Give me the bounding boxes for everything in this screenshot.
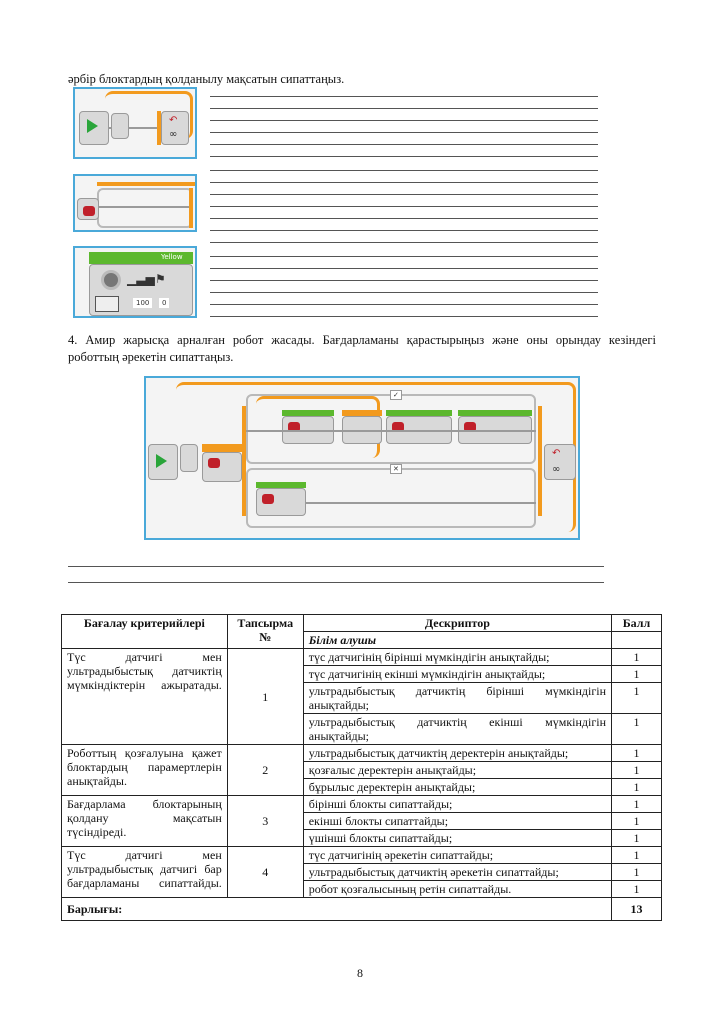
sensor-icon [101,270,121,290]
start-icon [156,454,167,468]
intro-text: әрбір блоктардың қолданылу мақсатын сипаттаңыз. [68,72,345,86]
program-screenshot-large [144,376,580,540]
descriptor-cell: түс датчигінің екінші мүмкіндігін анықтайды; [303,666,611,683]
start-icon [87,119,98,133]
loop-icon: ↶ [552,448,561,459]
score-cell: 1 [612,796,662,813]
score-cell: 1 [612,813,662,830]
task-number-cell: 4 [227,847,303,898]
sensor-value-2: 0 [159,298,169,308]
header-score: Балл [612,615,662,632]
answer-line [68,566,604,567]
criterion-cell: Роботтың қозғалуына қажет блоктардың парамертлерін анықтайды. [62,745,228,796]
loop-icon: ↶ [169,115,178,126]
infinity-icon: ∞ [169,129,178,140]
total-label: Барлығы: [62,898,612,921]
infinity-icon: ∞ [552,464,561,475]
score-cell: 1 [612,666,662,683]
score-cell: 1 [612,779,662,796]
page-number: 8 [357,966,363,980]
table-row [62,649,662,666]
descriptor-cell: бұрылыс деректерін анықтайды; [303,779,611,796]
assessment-table-body [62,615,662,921]
score-cell: 1 [612,762,662,779]
score-cell: 1 [612,847,662,864]
score-cell: 1 [612,881,662,898]
question-4: 4. Амир жарысқа арналған робот жасады. Бағдарламаны қарастырыңыз және оны орындау кезіндегі роботтың әрекетін сипаттаңыз. [68,333,656,364]
descriptor-cell: ультрадыбыстық датчиктің әрекетін сипаттайды; [303,864,611,881]
descriptor-cell: түс датчигінің бірінші мүмкіндігін анықтайды; [303,649,611,666]
table-total-row [62,898,662,921]
answer-line [68,582,604,583]
score-cell: 1 [612,714,662,745]
header-descriptor: Дескриптор [303,615,611,632]
bars-icon: ▁▃▅ [127,272,155,286]
descriptor-cell: қозғалыс деректерін анықтайды; [303,762,611,779]
table-header-row [62,615,662,632]
total-value: 13 [612,898,662,921]
table-row [62,847,662,864]
sensor-label: Yellow [161,253,183,261]
descriptor-cell: ультрадыбыстық датчиктің бірінші мүмкіндігін анықтайды; [303,683,611,714]
descriptor-cell: бірінші блокты сипаттайды; [303,796,611,813]
task-number-cell: 3 [227,796,303,847]
false-icon: ✕ [390,464,402,474]
score-cell: 1 [612,745,662,762]
program-screenshot-sensor [73,246,197,318]
program-screenshot-switch [73,174,197,232]
descriptor-cell: түс датчигінің әрекетін сипаттайды; [303,847,611,864]
descriptor-cell: ультрадыбыстық датчиктің екінші мүмкіндігін анықтайды; [303,714,611,745]
criterion-cell: Түс датчигі мен ультрадыбыстық датчиктің мүмкіндіктерін ажыратады. [62,649,228,745]
criterion-cell: Түс датчигі мен ультрадыбыстық датчигі бар бағдарламаны сипаттайды. [62,847,228,898]
task-number-cell: 1 [227,649,303,745]
folder-icon [95,296,119,312]
score-cell: 1 [612,649,662,666]
descriptor-cell: үшінші блокты сипаттайды; [303,830,611,847]
score-cell: 1 [612,864,662,881]
true-icon: ✓ [390,390,402,400]
subheader: Білім алушы [303,632,611,649]
descriptor-cell: ультрадыбыстық датчиктің деректерін анықтайды; [303,745,611,762]
header-task: Тапсырма № [227,615,303,649]
score-cell: 1 [612,830,662,847]
sensor-value-1: 100 [133,298,152,308]
assessment-table [61,614,662,921]
program-screenshot-loop [73,87,197,159]
table-row [62,796,662,813]
score-cell: 1 [612,683,662,714]
flag-icon: ⚑ [155,272,166,286]
descriptor-cell: робот қозғалысының ретін сипаттайды. [303,881,611,898]
criterion-cell: Бағдарлама блоктарының қолдану мақсатын түсіндіреді. [62,796,228,847]
descriptor-cell: екінші блокты сипаттайды; [303,813,611,830]
table-row [62,745,662,762]
subheader-score-cell [612,632,662,649]
task-number-cell: 2 [227,745,303,796]
header-criteria: Бағалау критерийлері [62,615,228,649]
